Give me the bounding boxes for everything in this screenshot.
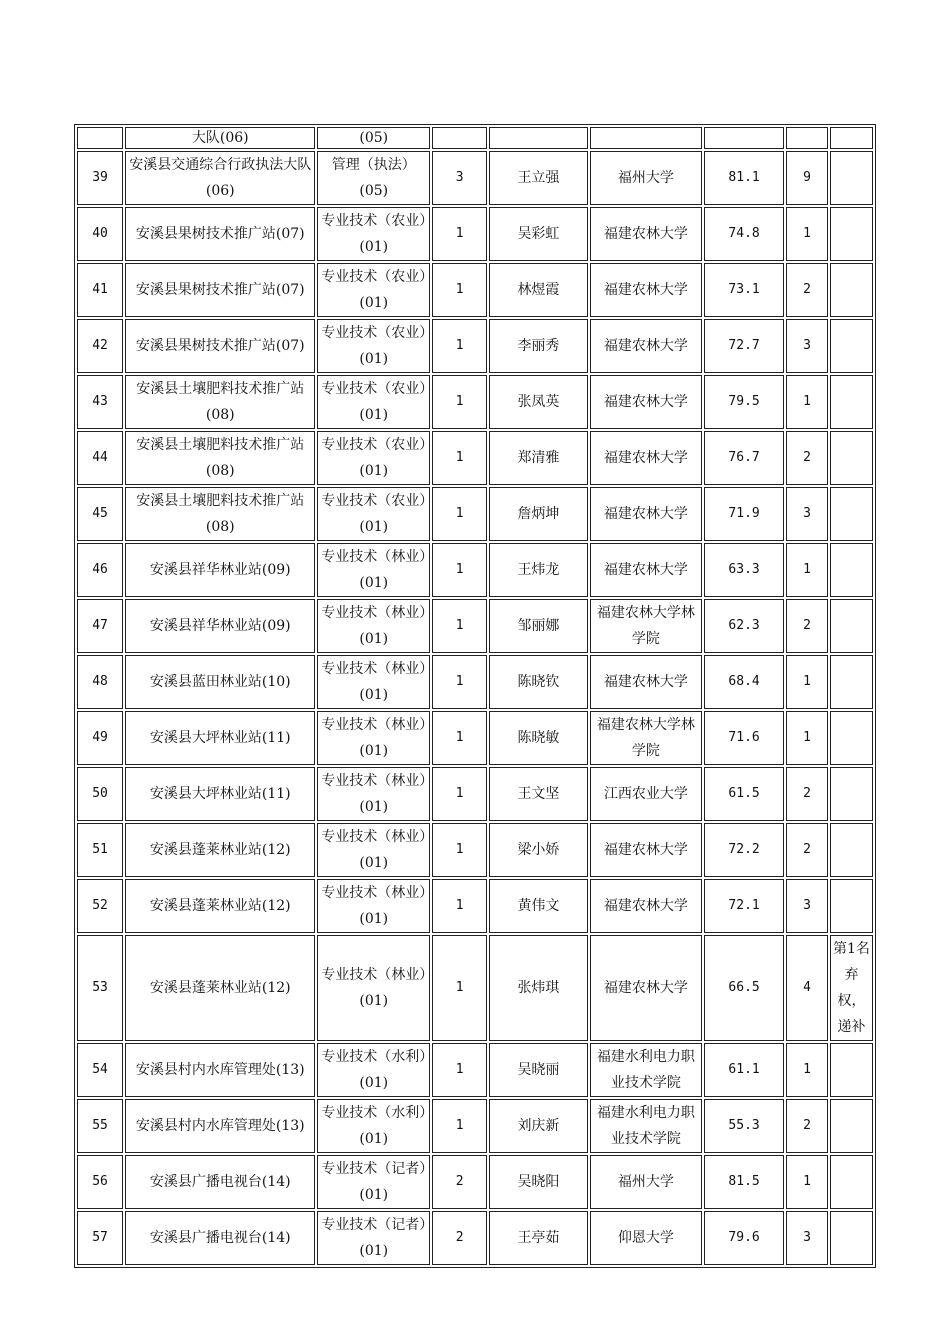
cell-name: 吴彩虹 [489, 207, 587, 261]
cell-count: 1 [432, 879, 487, 933]
cell-rank: 3 [786, 487, 828, 541]
cell-rank: 1 [786, 543, 828, 597]
cell-remark [830, 319, 873, 373]
cell-no: 54 [77, 1043, 123, 1097]
cell-unit: 安溪县蓬莱林业站(12) [125, 823, 315, 877]
cell-unit: 安溪县果树技术推广站(07) [125, 263, 315, 317]
cell-remark [830, 599, 873, 653]
cell-remark [830, 151, 873, 205]
cell-score: 73.1 [704, 263, 784, 317]
cell-rank: 1 [786, 1043, 828, 1097]
cell-name: 林煜霞 [489, 263, 587, 317]
cell-count: 1 [432, 935, 487, 1041]
cell-score: 61.5 [704, 767, 784, 821]
table-row [77, 879, 873, 933]
cell-no: 56 [77, 1155, 123, 1209]
cell-score: 71.6 [704, 711, 784, 765]
cell-remark [830, 375, 873, 429]
cell-school: 江西农业大学 [590, 767, 703, 821]
cell-rank: 3 [786, 319, 828, 373]
cell-position: 专业技术（林业）(01) [317, 599, 430, 653]
table-row [77, 1099, 873, 1153]
cell-school: 福建农林大学 [590, 879, 703, 933]
cell-unit: 安溪县交通综合行政执法大队(06) [125, 151, 315, 205]
cell-no: 40 [77, 207, 123, 261]
cell-name: 詹炳坤 [489, 487, 587, 541]
cell-school: 福建农林大学 [590, 935, 703, 1041]
cell-rank: 1 [786, 1155, 828, 1209]
cell-no: 43 [77, 375, 123, 429]
cell-remark [830, 207, 873, 261]
cell-score [704, 127, 784, 149]
cell-count: 2 [432, 1211, 487, 1265]
cell-no: 49 [77, 711, 123, 765]
table-row [77, 655, 873, 709]
cell-unit: 安溪县村内水库管理处(13) [125, 1043, 315, 1097]
cell-no: 48 [77, 655, 123, 709]
cell-rank: 3 [786, 879, 828, 933]
cell-school: 福建农林大学林学院 [590, 599, 703, 653]
cell-remark [830, 1155, 873, 1209]
cell-position: 专业技术（林业）(01) [317, 767, 430, 821]
cell-no: 39 [77, 151, 123, 205]
cell-rank: 2 [786, 431, 828, 485]
table-row [77, 375, 873, 429]
cell-remark [830, 767, 873, 821]
table-row [77, 207, 873, 261]
cell-school: 福建农林大学 [590, 431, 703, 485]
cell-name: 梁小娇 [489, 823, 587, 877]
cell-count: 3 [432, 151, 487, 205]
cell-rank: 1 [786, 655, 828, 709]
results-sheet [74, 124, 876, 1268]
table-row [77, 487, 873, 541]
cell-count: 2 [432, 1155, 487, 1209]
cell-score: 68.4 [704, 655, 784, 709]
cell-score: 81.1 [704, 151, 784, 205]
table-row [77, 1211, 873, 1265]
cell-rank: 3 [786, 1211, 828, 1265]
cell-position: 专业技术（林业）(01) [317, 879, 430, 933]
cell-score: 72.1 [704, 879, 784, 933]
cell-score: 79.6 [704, 1211, 784, 1265]
cell-rank: 1 [786, 711, 828, 765]
cell-position: 专业技术（水利）(01) [317, 1043, 430, 1097]
cell-no: 45 [77, 487, 123, 541]
cell-no: 47 [77, 599, 123, 653]
cell-unit: 安溪县土壤肥料技术推广站(08) [125, 431, 315, 485]
cell-no: 42 [77, 319, 123, 373]
cell-count: 1 [432, 1099, 487, 1153]
cell-no: 55 [77, 1099, 123, 1153]
cell-position: 专业技术（水利）(01) [317, 1099, 430, 1153]
cell-count: 1 [432, 375, 487, 429]
cell-name: 邹丽娜 [489, 599, 587, 653]
cell-no: 51 [77, 823, 123, 877]
cell-school: 福州大学 [590, 151, 703, 205]
table-row [77, 543, 873, 597]
table-row [77, 599, 873, 653]
cell-unit: 安溪县村内水库管理处(13) [125, 1099, 315, 1153]
cell-position: 专业技术（林业）(01) [317, 935, 430, 1041]
cell-name: 陈晓敏 [489, 711, 587, 765]
cell-no [77, 127, 123, 149]
cell-rank: 1 [786, 375, 828, 429]
cell-position: 专业技术（林业）(01) [317, 655, 430, 709]
cell-no: 50 [77, 767, 123, 821]
cell-rank: 2 [786, 1099, 828, 1153]
cell-no: 57 [77, 1211, 123, 1265]
cell-remark [830, 487, 873, 541]
cell-name: 王炜龙 [489, 543, 587, 597]
cell-score: 63.3 [704, 543, 784, 597]
cell-school: 福建农林大学 [590, 823, 703, 877]
cell-name: 张凤英 [489, 375, 587, 429]
cell-score: 81.5 [704, 1155, 784, 1209]
cell-school: 福建农林大学 [590, 543, 703, 597]
cell-score: 66.5 [704, 935, 784, 1041]
cell-no: 44 [77, 431, 123, 485]
cell-count: 1 [432, 599, 487, 653]
cell-remark [830, 1099, 873, 1153]
cell-unit: 安溪县果树技术推广站(07) [125, 207, 315, 261]
cell-count: 1 [432, 207, 487, 261]
cell-school: 福建农林大学 [590, 319, 703, 373]
cell-score: 61.1 [704, 1043, 784, 1097]
cell-count: 1 [432, 655, 487, 709]
cell-name: 黄伟文 [489, 879, 587, 933]
cell-remark [830, 1211, 873, 1265]
table-row [77, 1155, 873, 1209]
cell-position: 管理（执法）(05) [317, 151, 430, 205]
cell-position: 专业技术（林业）(01) [317, 823, 430, 877]
cell-count: 1 [432, 823, 487, 877]
cell-no: 46 [77, 543, 123, 597]
cell-position: 专业技术（农业）(01) [317, 375, 430, 429]
cell-unit: 大队(06) [125, 127, 315, 149]
cell-rank: 4 [786, 935, 828, 1041]
cell-remark [830, 263, 873, 317]
cell-unit: 安溪县土壤肥料技术推广站(08) [125, 487, 315, 541]
cell-name: 李丽秀 [489, 319, 587, 373]
cell-rank [786, 127, 828, 149]
cell-unit: 安溪县大坪林业站(11) [125, 711, 315, 765]
cell-position: 专业技术（农业）(01) [317, 319, 430, 373]
cell-count [432, 127, 487, 149]
cell-unit: 安溪县大坪林业站(11) [125, 767, 315, 821]
cell-school: 福建农林大学 [590, 375, 703, 429]
cell-remark [830, 431, 873, 485]
cell-rank: 2 [786, 823, 828, 877]
cell-unit: 安溪县蓝田林业站(10) [125, 655, 315, 709]
cell-count: 1 [432, 1043, 487, 1097]
cell-count: 1 [432, 319, 487, 373]
cell-position: 专业技术（农业）(01) [317, 263, 430, 317]
table-row [77, 263, 873, 317]
cell-name: 郑清雅 [489, 431, 587, 485]
cell-unit: 安溪县广播电视台(14) [125, 1155, 315, 1209]
results-table [74, 124, 876, 1268]
table-row [77, 151, 873, 205]
cell-position: 专业技术（记者）(01) [317, 1211, 430, 1265]
cell-position: (05) [317, 127, 430, 149]
table-row [77, 1043, 873, 1097]
cell-name: 吴晓丽 [489, 1043, 587, 1097]
cell-score: 79.5 [704, 375, 784, 429]
cell-name: 王亭茹 [489, 1211, 587, 1265]
table-row [77, 767, 873, 821]
cell-remark [830, 823, 873, 877]
cell-rank: 2 [786, 263, 828, 317]
cell-remark [830, 879, 873, 933]
cell-count: 1 [432, 767, 487, 821]
cell-score: 71.9 [704, 487, 784, 541]
table-row [77, 319, 873, 373]
cell-unit: 安溪县蓬莱林业站(12) [125, 935, 315, 1041]
cell-position: 专业技术（记者）(01) [317, 1155, 430, 1209]
cell-no: 52 [77, 879, 123, 933]
cell-no: 53 [77, 935, 123, 1041]
cell-score: 72.2 [704, 823, 784, 877]
cell-count: 1 [432, 263, 487, 317]
cell-unit: 安溪县广播电视台(14) [125, 1211, 315, 1265]
cell-count: 1 [432, 711, 487, 765]
cell-school: 福建农林大学 [590, 655, 703, 709]
cell-rank: 9 [786, 151, 828, 205]
cell-score: 72.7 [704, 319, 784, 373]
cell-count: 1 [432, 543, 487, 597]
cell-remark [830, 127, 873, 149]
cell-remark [830, 655, 873, 709]
cell-school: 福建农林大学林学院 [590, 711, 703, 765]
cell-score: 74.8 [704, 207, 784, 261]
cell-unit: 安溪县土壤肥料技术推广站(08) [125, 375, 315, 429]
cell-score: 62.3 [704, 599, 784, 653]
cell-name: 王文坚 [489, 767, 587, 821]
cell-remark [830, 543, 873, 597]
cell-school: 福建水利电力职业技术学院 [590, 1099, 703, 1153]
cell-rank: 2 [786, 767, 828, 821]
table-row [77, 823, 873, 877]
cell-school: 福建农林大学 [590, 263, 703, 317]
cell-count: 1 [432, 487, 487, 541]
table-row [77, 935, 873, 1041]
table-row [77, 431, 873, 485]
cell-school: 福建农林大学 [590, 487, 703, 541]
table-row [77, 711, 873, 765]
cell-unit: 安溪县蓬莱林业站(12) [125, 879, 315, 933]
cell-score: 76.7 [704, 431, 784, 485]
cell-name: 王立强 [489, 151, 587, 205]
cell-school: 福建农林大学 [590, 207, 703, 261]
cell-school: 仰恩大学 [590, 1211, 703, 1265]
cell-name [489, 127, 587, 149]
cell-name: 刘庆新 [489, 1099, 587, 1153]
cell-position: 专业技术（农业）(01) [317, 207, 430, 261]
cell-name: 吴晓阳 [489, 1155, 587, 1209]
cell-unit: 安溪县果树技术推广站(07) [125, 319, 315, 373]
cell-remark: 第1名弃权，递补 [830, 935, 873, 1041]
cell-school: 福州大学 [590, 1155, 703, 1209]
table-row-partial [77, 127, 873, 149]
cell-position: 专业技术（林业）(01) [317, 711, 430, 765]
cell-rank: 2 [786, 599, 828, 653]
cell-no: 41 [77, 263, 123, 317]
cell-count: 1 [432, 431, 487, 485]
cell-remark [830, 1043, 873, 1097]
cell-position: 专业技术（林业）(01) [317, 543, 430, 597]
cell-position: 专业技术（农业）(01) [317, 431, 430, 485]
cell-position: 专业技术（农业）(01) [317, 487, 430, 541]
cell-unit: 安溪县祥华林业站(09) [125, 543, 315, 597]
cell-remark [830, 711, 873, 765]
cell-rank: 1 [786, 207, 828, 261]
cell-name: 张炜琪 [489, 935, 587, 1041]
cell-unit: 安溪县祥华林业站(09) [125, 599, 315, 653]
cell-school [590, 127, 703, 149]
cell-score: 55.3 [704, 1099, 784, 1153]
cell-name: 陈晓钦 [489, 655, 587, 709]
cell-school: 福建水利电力职业技术学院 [590, 1043, 703, 1097]
